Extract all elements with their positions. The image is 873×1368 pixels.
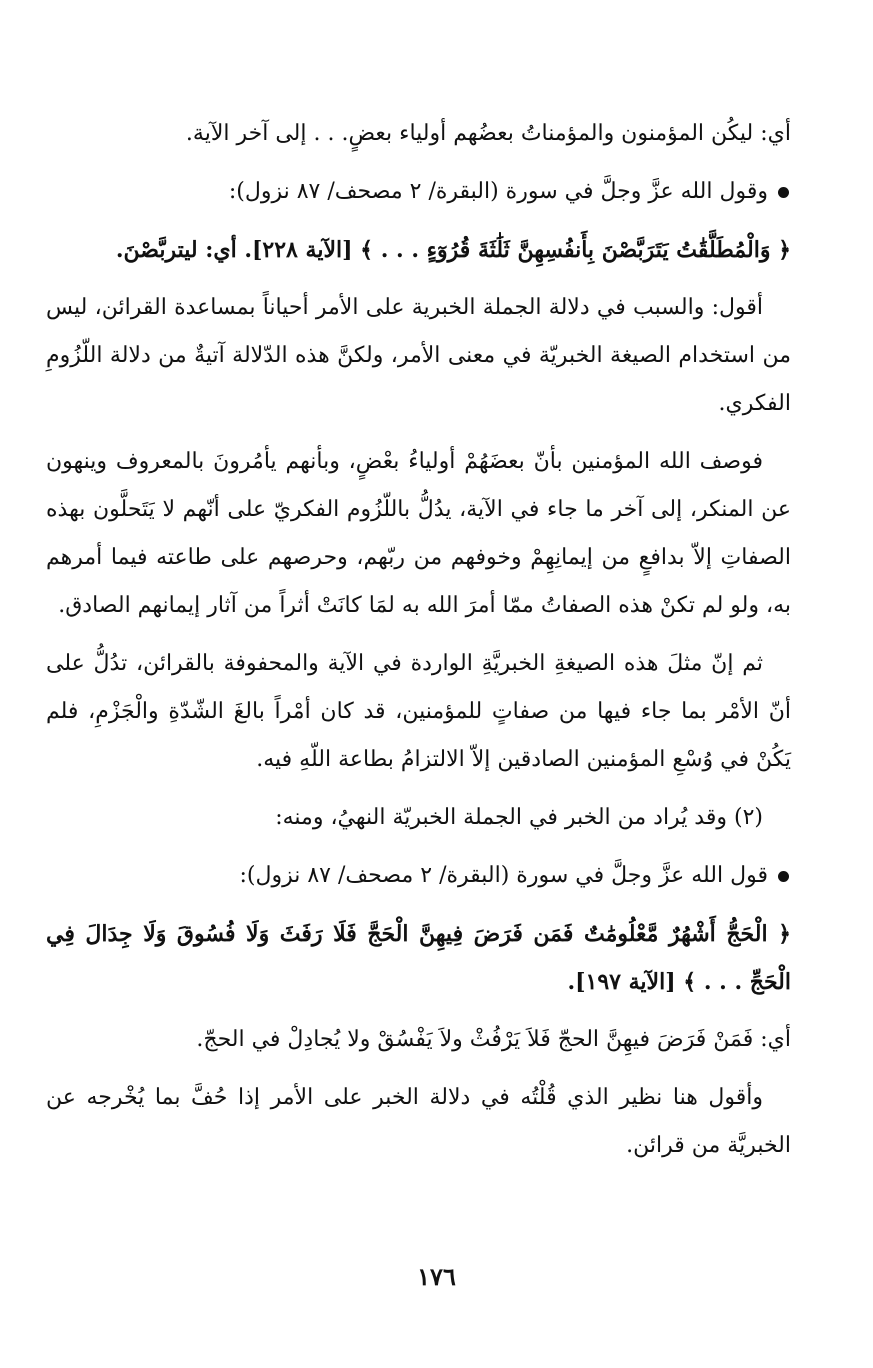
- quran-verse-2: ﴿ الْحَجُّ أَشْهُرٌ مَّعْلُومَٰتٌ فَمَن فَرَضَ فِيهِنَّ الْحَجَّ فَلَا رَفَثَ وَلَا فُسُوقَ وَلَا جِدَالَ فِي الْحَجِّ . . . ﴾ [الآية ١٩٧].: [46, 921, 791, 995]
- paragraph-author-note-1: أقول: والسبب في دلالة الجملة الخبرية على الأمر أحياناً بمساعدة القرائن، ليس من استخدام الصيغة الخبريّة في معنى الأمر، ولكنَّ هذه الدّلالة آتيةٌ من دلالة اللّزُومِ الفكري.: [46, 295, 791, 416]
- paragraph-explanation-1: أي: ليكُن المؤمنون والمؤمناتُ بعضُهم أولياء بعضٍ. . . إلى آخر الآية.: [185, 121, 791, 146]
- paragraph-description: فوصف الله المؤمنين بأنّ بعضَهُمْ أولياءُ بعْضٍ، وبأنهم يأمُرونَ بالمعروف وينهون عن المنكر، إلى آخر ما جاء في الآية، يدُلُّ باللّزُوم الفكريّ على أنّهم لا يَتَحلَّون بهذه الصفاتِ إلاّ بدافعٍ من إيمانِهِمْ وخوفهم من ربّهم، وحرصهم على طاعته فيما أمرهم به، ولو لم تكنْ هذه الصفاتُ ممّا أمرَ الله به لمَا كانَتْ أثراً من آثار إيمانهم الصادق.: [46, 449, 791, 618]
- paragraph-author-note-2: وأقول هنا نظير الذي قُلْتُه في دلالة الخبر على الأمر إذا حُفَّ بما يُخْرجه عن الخبريَّة من قرائن.: [46, 1085, 791, 1158]
- paragraph-section-2: (٢) وقد يُراد من الخبر في الجملة الخبريّة النهيُ، ومنه:: [275, 805, 763, 830]
- quran-verse-1: ﴿ وَالْمُطَلَّقَٰتُ يَتَرَبَّصْنَ بِأَنفُسِهِنَّ ثَلَٰثَةَ قُرُوٓءٍ . . . ﴾ [الآية ٢٢٨]. أي: ليتربَّصْنَ.: [115, 237, 791, 263]
- paragraph-conclusion: ثم إنّ مثلَ هذه الصيغةِ الخبريَّةِ الواردة في الآية والمحفوفة بالقرائن، تدُلُّ على أنّ الأمْر بما جاء فيها من صفاتٍ للمؤمنين، قد كان أمْراً بالغَ الشّدّةِ والْجَزْمِ، فلم يَكُنْ في وُسْعِ المؤمنين الصادقين إلاّ الالتزامُ بطاعة اللّهِ فيه.: [46, 651, 791, 772]
- paragraph-explanation-2: أي: فَمَنْ فَرَضَ فيهِنَّ الحجّ فَلاَ يَرْفُثْ ولاَ يَفْسُقْ ولا يُجادِلْ في الحجّ.: [196, 1027, 791, 1052]
- bullet-dot-icon: [778, 187, 789, 198]
- bullet-text-2: قول الله عزَّ وجلَّ في سورة (البقرة/ ٢ مصحف/ ٨٧ نزول):: [239, 863, 768, 888]
- bullet-paragraph-1: [46, 168, 791, 216]
- page-number: ١٧٦: [417, 1262, 456, 1291]
- bullet-dot-icon: [778, 871, 789, 882]
- bullet-paragraph-2: [46, 852, 791, 900]
- bullet-text-1: وقول الله عزَّ وجلَّ في سورة (البقرة/ ٢ مصحف/ ٨٧ نزول):: [228, 179, 768, 204]
- page-body: [46, 110, 791, 1170]
